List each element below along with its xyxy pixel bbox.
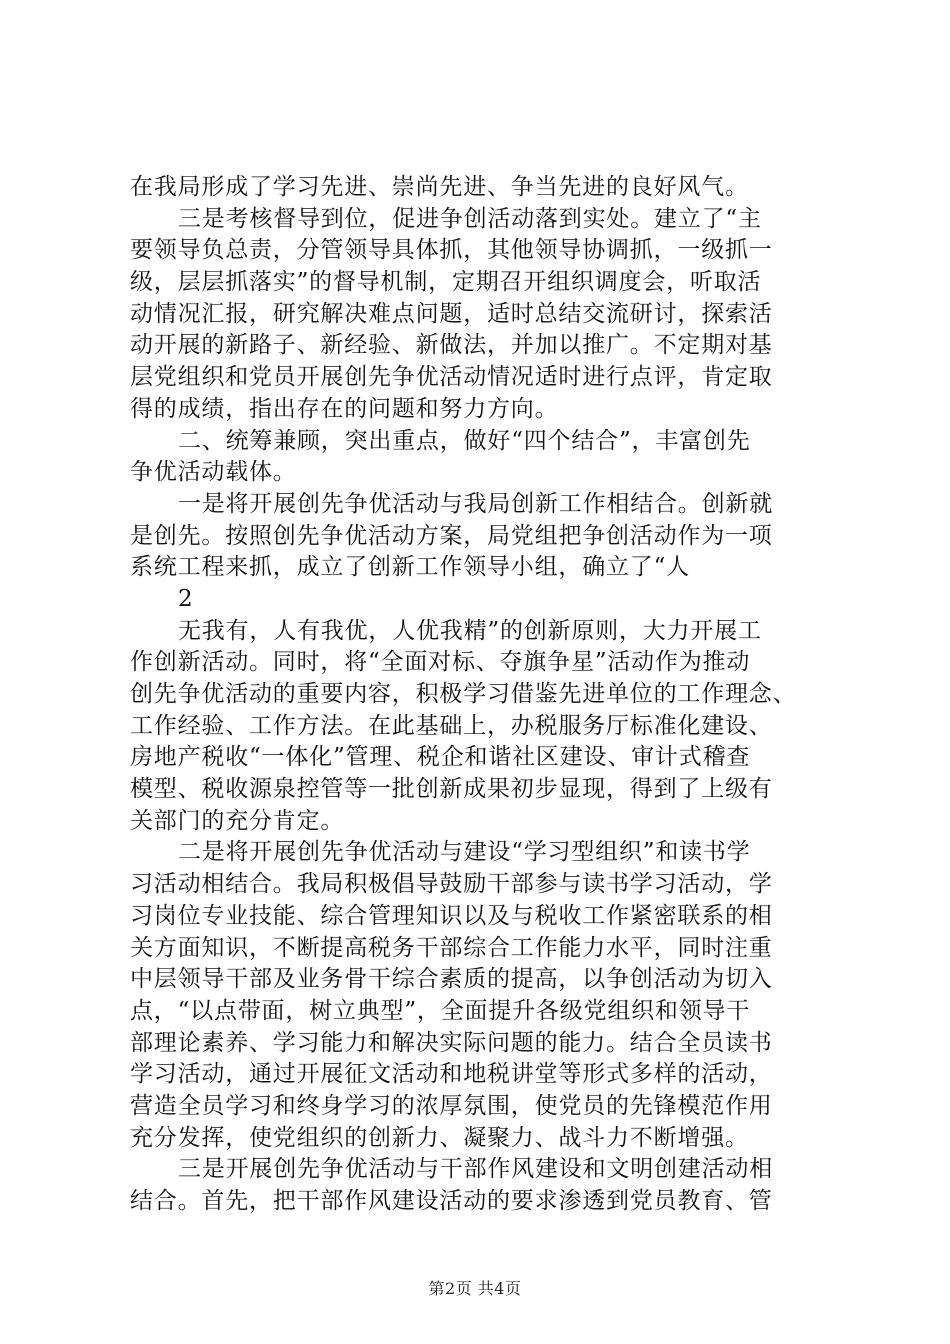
text-line: 关部门的充分肯定。 bbox=[130, 807, 345, 834]
text-line: 系统工程来抓，成立了创新工作领导小组，确立了“人 bbox=[130, 554, 690, 581]
text-line: 习岗位专业技能、综合管理知识以及与税收工作紧密联系的相 bbox=[130, 902, 773, 929]
text-line: 关方面知识，不断提高税务干部综合工作能力水平，同时注重 bbox=[130, 934, 773, 961]
text-line: 级，层层抓落实”的督导机制，定期召开组织调度会，听取活 bbox=[130, 269, 762, 296]
document-body bbox=[130, 172, 830, 1218]
text-line: 三是开展创先争优活动与干部作风建设和文明创建活动相 bbox=[178, 1156, 773, 1183]
text-line: 作创新活动。同时，将“全面对标、夺旗争星”活动作为推动 bbox=[130, 649, 751, 676]
text-line: 二、统筹兼顾，突出重点，做好“四个结合”，丰富创先 bbox=[178, 427, 751, 454]
text-line: 学习活动，通过开展征文活动和地税讲堂等形式多样的活动， bbox=[130, 1061, 773, 1088]
text-line: 三是考核督导到位，促进争创活动落到实处。建立了“主 bbox=[178, 205, 762, 232]
text-line: 层党组织和党员开展创先争优活动情况适时进行点评，肯定取 bbox=[130, 364, 773, 391]
text-line: 模型、税收源泉控管等一批创新成果初步显现，得到了上级有 bbox=[130, 776, 773, 803]
text-line: 房地产税收“一体化”管理、税企和谐社区建设、审计式稽查 bbox=[130, 744, 751, 771]
text-line: 在我局形成了学习先进、崇尚先进、争当先进的良好风气。 bbox=[130, 174, 749, 200]
text-line: 争优活动载体。 bbox=[130, 459, 297, 486]
text-line: 工作经验、工作方法。在此基础上，办税服务厅标准化建设、 bbox=[130, 712, 773, 739]
inline-page-number: 2 bbox=[178, 585, 194, 612]
text-line: 充分发挥，使党组织的创新力、凝聚力、战斗力不断增强。 bbox=[130, 1124, 749, 1151]
text-line: 习活动相结合。我局积极倡导鼓励干部参与读书学习活动，学 bbox=[130, 871, 773, 898]
page-footer: 第2页 共4页 bbox=[428, 1279, 522, 1298]
text-line: 得的成绩，指出存在的问题和努力方向。 bbox=[130, 395, 559, 422]
text-line: 动开展的新路子、新经验、新做法，并加以推广。不定期对基 bbox=[130, 332, 773, 359]
text-line: 创先争优活动的重要内容，积极学习借鉴先进单位的工作理念、 bbox=[130, 681, 797, 707]
text-line: 部理论素养、学习能力和解决实际问题的能力。结合全员读书 bbox=[130, 1029, 773, 1056]
text-line: 一是将开展创先争优活动与我局创新工作相结合。创新就 bbox=[178, 490, 773, 517]
text-line: 二是将开展创先争优活动与建设“学习型组织”和读书学 bbox=[178, 839, 751, 866]
text-line: 营造全员学习和终身学习的浓厚氛围，使党员的先锋模范作用 bbox=[130, 1092, 773, 1119]
text-line: 中层领导干部及业务骨干综合素质的提高，以争创活动为切入 bbox=[130, 966, 773, 993]
text-line: 要领导负总责，分管领导具体抓，其他领导协调抓，一级抓一 bbox=[130, 237, 773, 264]
text-line: 无我有，人有我优，人优我精”的创新原则，大力开展工 bbox=[178, 617, 762, 644]
text-line: 是创先。按照创先争优活动方案，局党组把争创活动作为一项 bbox=[130, 522, 773, 549]
text-line: 点，“以点带面，树立典型”，全面提升各级党组织和领导干 bbox=[130, 997, 751, 1024]
text-line: 动情况汇报，研究解决难点问题，适时总结交流研讨，探索活 bbox=[130, 300, 773, 327]
text-line: 结合。首先，把干部作风建设活动的要求渗透到党员教育、管 bbox=[130, 1188, 773, 1214]
